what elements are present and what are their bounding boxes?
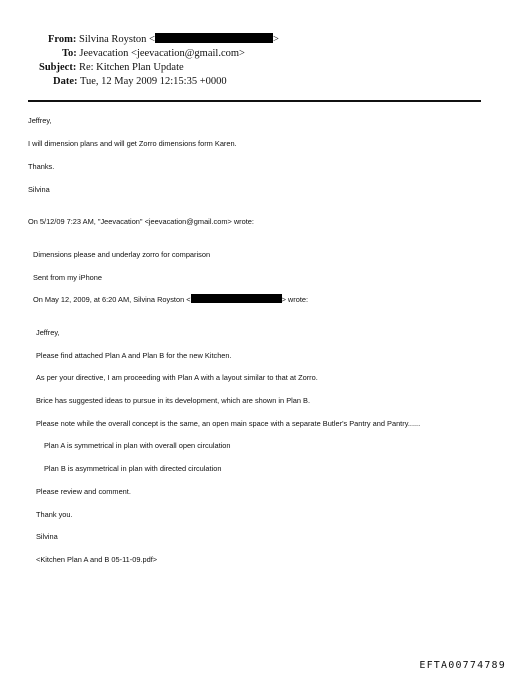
subject-line: [39, 61, 184, 74]
quote2-line1: Please find attached Plan A and Plan B for the new Kitchen.: [36, 351, 232, 360]
reply-greeting: Jeffrey,: [28, 116, 52, 125]
subject-label: Subject:: [39, 62, 77, 73]
quote2-review: Please review and comment.: [36, 487, 131, 496]
quote2-thank-you: Thank you.: [36, 510, 73, 519]
quote2-line2: As per your directive, I am proceeding with Plan A with a layout similar to that at Zorro.: [36, 373, 318, 382]
to-line: [62, 47, 245, 60]
quote2-plan-b: Plan B is asymmetrical in plan with directed circulation: [44, 464, 222, 473]
quote1-attribution: On 5/12/09 7:23 AM, "Jeevacation" <jeevacation@gmail.com> wrote:: [28, 217, 254, 226]
date-label: Date:: [53, 76, 78, 87]
attribution2-after: > wrote:: [281, 295, 309, 304]
date-value: Tue, 12 May 2009 12:15:35 +0000: [79, 76, 227, 87]
quote2-line3: Brice has suggested ideas to pursue in its development, which are shown in Plan B.: [36, 396, 311, 405]
from-name: Silvina Royston <: [79, 34, 155, 45]
quote1-body: Dimensions please and underlay zorro for comparison: [33, 250, 211, 259]
reply-thanks: Thanks.: [28, 162, 55, 171]
quote1-sent-from: Sent from my iPhone: [33, 273, 103, 282]
reply-signature: Silvina: [28, 185, 50, 194]
quote2-signature: Silvina: [36, 532, 58, 541]
header-divider: [28, 100, 481, 102]
quote2-attachment: <Kitchen Plan A and B 05-11-09.pdf>: [36, 555, 158, 564]
attribution2-before: On May 12, 2009, at 6:20 AM, Silvina Royston <: [33, 295, 191, 304]
to-value: Jeevacation <jeevacation@gmail.com>: [79, 48, 245, 59]
redaction-bar: [191, 294, 282, 303]
to-label: To:: [62, 48, 77, 59]
reply-body: I will dimension plans and will get Zorro dimensions form Karen.: [28, 139, 237, 148]
from-line: [48, 33, 279, 46]
quote2-greeting: Jeffrey,: [36, 328, 60, 337]
from-label: From:: [48, 34, 77, 45]
quote2-plan-a: Plan A is symmetrical in plan with overall open circulation: [44, 441, 231, 450]
subject-value: Re: Kitchen Plan Update: [78, 62, 184, 73]
redaction-bar: [155, 33, 273, 43]
date-line: [53, 75, 227, 88]
quote1-attribution2: [33, 294, 308, 305]
quote2-line4: Please note while the overall concept is the same, an open main space with a separate Butler's Pantry and Pantry......: [36, 419, 421, 428]
from-after: >: [272, 34, 279, 45]
document-id: EFTA00774789: [419, 660, 506, 671]
